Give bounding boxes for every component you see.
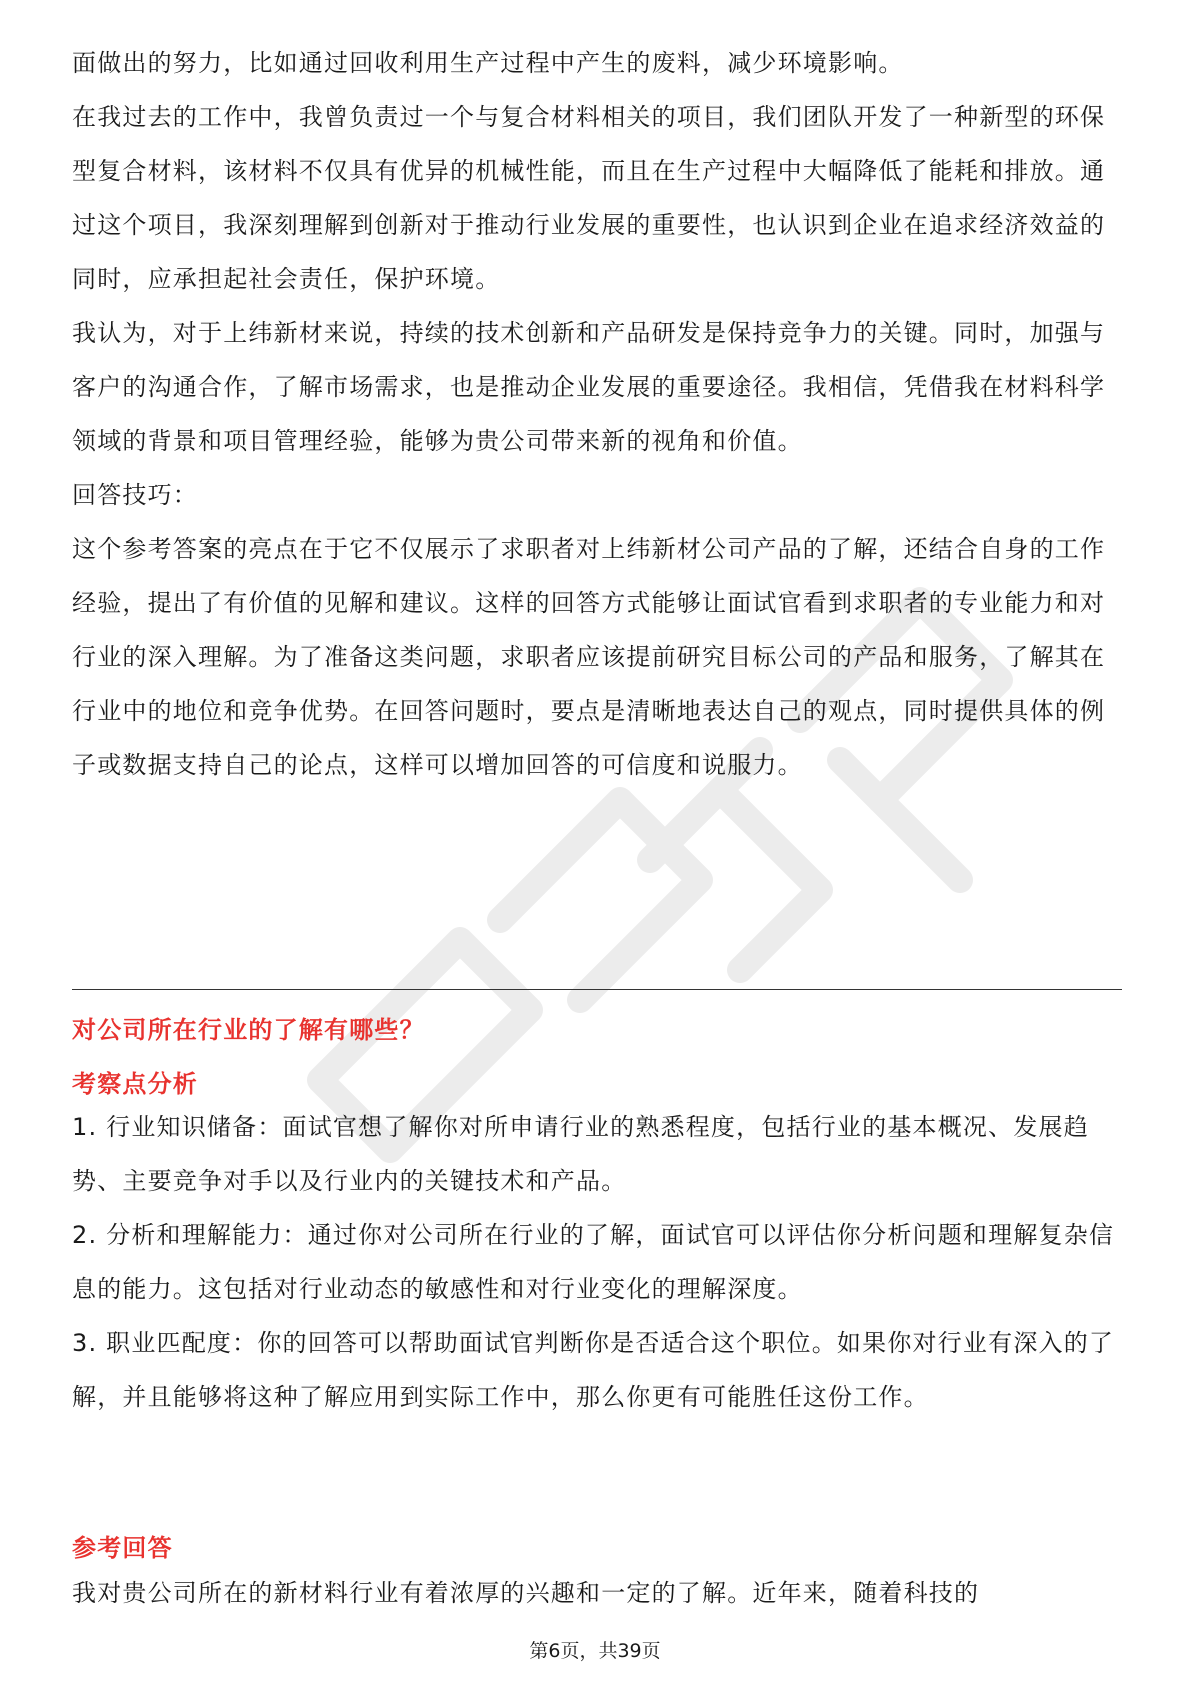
paragraph-opinion: 我认为，对于上纬新材来说，持续的技术创新和产品研发是保持竞争力的关键。同时，加强与客户的沟通合作，了解市场需求，也是推动企业发展的重要途径。我相信，凭借我在材料科学领域的背景和项目管理经验，能够为贵公司带来新的视角和价值。 xyxy=(72,319,1106,455)
reference-answer xyxy=(72,1566,1122,1620)
paragraph-project-experience: 在我过去的工作中，我曾负责过一个与复合材料相关的项目，我们团队开发了一种新型的环保型复合材料，该材料不仅具有优异的机械性能，而且在生产过程中大幅降低了能耗和排放。通过这个项目，我深刻理解到创新对于推动行业发展的重要性，也认识到企业在追求经济效益的同时，应承担起社会责任，保护环境。 xyxy=(72,103,1106,293)
section1 xyxy=(72,36,1122,792)
analysis-points xyxy=(72,1100,1122,1424)
answer-tips-label: 回答技巧： xyxy=(72,481,198,509)
reference-heading: 参考回答 xyxy=(72,1534,173,1562)
section-divider xyxy=(72,989,1122,990)
analysis-heading: 考察点分析 xyxy=(72,1070,198,1098)
paragraph-continuation: 面做出的努力，比如通过回收利用生产过程中产生的废料，减少环境影响。 xyxy=(72,49,904,77)
reference-text: 我对贵公司所在的新材料行业有着浓厚的兴趣和一定的了解。近年来，随着科技的 xyxy=(72,1579,980,1607)
analysis-point: 1. 行业知识储备：面试官想了解你对所申请行业的熟悉程度，包括行业的基本概况、发展趋势、主要竞争对手以及行业内的关键技术和产品。 xyxy=(72,1113,1089,1195)
analysis-point: 2. 分析和理解能力：通过你对公司所在行业的了解，面试官可以评估你分析问题和理解复杂信息的能力。这包括对行业动态的敏感性和对行业变化的理解深度。 xyxy=(72,1221,1115,1303)
question-heading: 对公司所在行业的了解有哪些？ xyxy=(72,1016,425,1044)
analysis-point: 3. 职业匹配度：你的回答可以帮助面试官判断你是否适合这个职位。如果你对行业有深入的了解，并且能够将这种了解应用到实际工作中，那么你更有可能胜任这份工作。 xyxy=(72,1329,1115,1411)
page-number: 第6页，共39页 xyxy=(529,1640,661,1662)
paragraph-answer-tips: 这个参考答案的亮点在于它不仅展示了求职者对上纬新材公司产品的了解，还结合自身的工作经验，提出了有价值的见解和建议。这样的回答方式能够让面试官看到求职者的专业能力和对行业的深入理解。为了准备这类问题，求职者应该提前研究目标公司的产品和服务，了解其在行业中的地位和竞争优势。在回答问题时，要点是清晰地表达自己的观点，同时提供具体的例子或数据支持自己的论点，这样可以增加回答的可信度和说服力。 xyxy=(72,535,1106,779)
